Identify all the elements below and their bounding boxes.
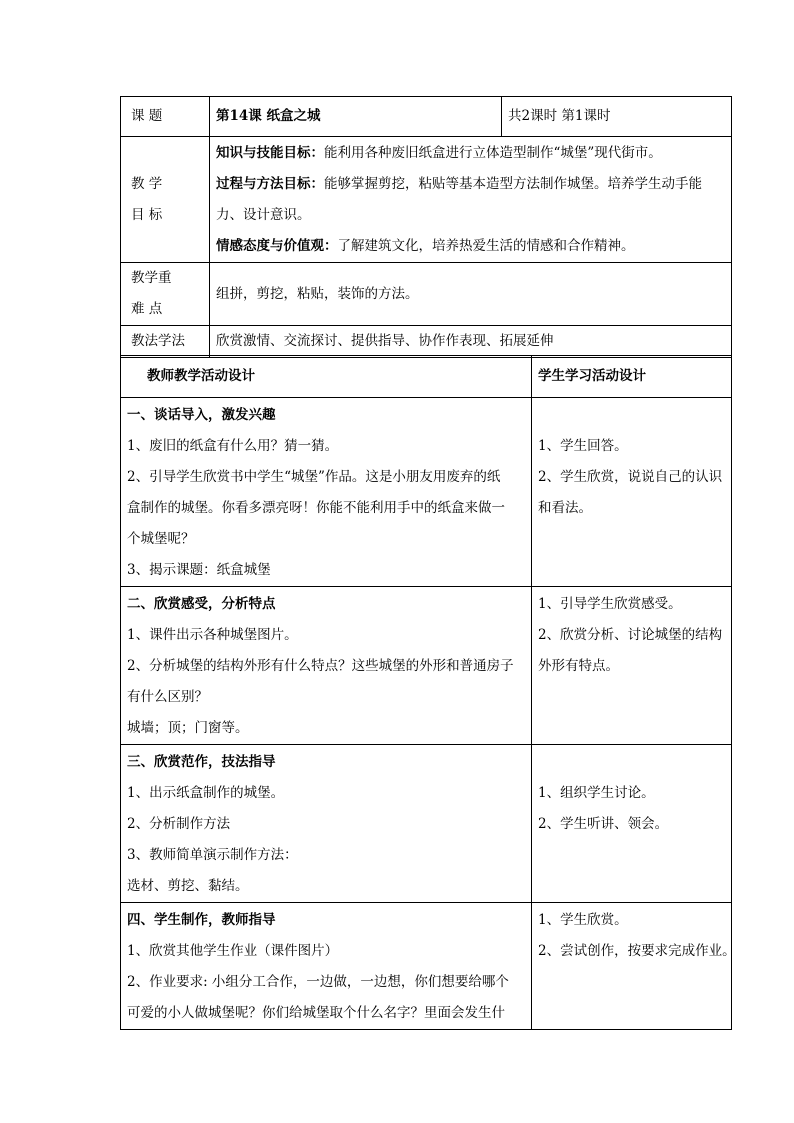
key-points-text: 组拼，剪挖，粘贴，装饰的方法。 xyxy=(210,263,732,326)
key-points-label-line1: 教学重 xyxy=(131,270,172,286)
methods-row xyxy=(121,326,732,358)
teacher-section-1 xyxy=(121,398,532,587)
teacher-line: 选材、剪挖、黏结。 xyxy=(127,878,249,894)
teacher-section-2 xyxy=(121,587,532,745)
teacher-header: 教师教学活动设计 xyxy=(121,356,532,398)
student-spacer xyxy=(538,747,725,778)
teacher-line: 2、引导学生欣赏书中学生“城堡”作品。这是小朋友用废弃的纸 xyxy=(127,469,501,485)
teacher-line: 盒制作的城堡。你看多漂亮呀！你能不能利用手中的纸盒来做一 xyxy=(127,500,505,516)
lesson-info-table xyxy=(120,96,732,358)
student-line: 1、引导学生欣赏感受。 xyxy=(538,596,682,612)
student-line: 和看法。 xyxy=(538,500,592,516)
teacher-line: 3、教师简单演示制作方法： xyxy=(127,847,298,863)
student-line: 2、尝试创作，按要求完成作业。 xyxy=(538,943,736,959)
teacher-line: 2、分析制作方法 xyxy=(127,816,231,832)
key-points-label xyxy=(121,263,210,326)
section-title: 三、欣赏范作，技法指导 xyxy=(127,754,276,770)
student-section-1 xyxy=(532,398,732,587)
student-line: 2、学生听讲、领会。 xyxy=(538,816,669,832)
objectives-label-line2: 目 标 xyxy=(131,206,163,223)
section-title: 二、欣赏感受，分析特点 xyxy=(127,596,276,612)
teacher-line: 城墙；顶；门窗等。 xyxy=(127,720,249,736)
student-line: 外形有特点。 xyxy=(538,658,619,674)
student-section-2 xyxy=(532,587,732,745)
objective-emotion: 情感态度与价值观：了解建筑文化，培养热爱生活的情感和合作精神。 xyxy=(216,237,635,254)
objective-knowledge: 知识与技能目标：能利用各种废旧纸盒进行立体造型制作“城堡”现代街市。 xyxy=(216,144,662,161)
student-header: 学生学习活动设计 xyxy=(532,356,732,398)
student-section-3 xyxy=(532,745,732,903)
section-row-2 xyxy=(121,587,732,745)
teacher-line: 有什么区别？ xyxy=(127,689,208,705)
teacher-line: 个城堡呢？ xyxy=(127,531,195,547)
teacher-line: 1、课件出示各种城堡图片。 xyxy=(127,627,298,643)
section-title: 一、谈话导入，激发兴趣 xyxy=(127,407,276,423)
student-spacer xyxy=(538,400,725,431)
teacher-line: 1、出示纸盒制作的城堡。 xyxy=(127,785,285,801)
teacher-line: 2、作业要求: 小组分工合作，一边做，一边想，你们想要给哪个 xyxy=(127,974,509,990)
objectives-content xyxy=(210,137,732,263)
teacher-line: 3、揭示课题：纸盒城堡 xyxy=(127,562,271,578)
teacher-line: 可爱的小人做城堡呢？你们给城堡取个什么名字？里面会发生什 xyxy=(127,1005,505,1021)
section-row-3 xyxy=(121,745,732,903)
objective-process-continuation: 力、设计意识。 xyxy=(216,206,311,223)
key-points-row xyxy=(121,263,732,326)
methods-label: 教法学法 xyxy=(121,326,210,358)
key-points-label-line2: 难 点 xyxy=(131,301,163,317)
student-line: 2、欣赏分析、讨论城堡的结构 xyxy=(538,627,723,643)
teacher-section-4 xyxy=(121,903,532,1030)
objectives-row xyxy=(121,137,732,263)
design-header-row xyxy=(121,356,732,398)
section-title: 四、学生制作，教师指导 xyxy=(127,912,276,928)
teacher-section-3 xyxy=(121,745,532,903)
student-line: 1、学生回答。 xyxy=(538,438,628,454)
section-row-4 xyxy=(121,903,732,1030)
student-line: 2、学生欣赏，说说自己的认识 xyxy=(538,469,723,485)
teacher-line: 2、分析城堡的结构外形有什么特点？这些城堡的外形和普通房子 xyxy=(127,658,514,674)
course-row xyxy=(121,97,732,137)
methods-text: 欣赏激情、交流探讨、提供指导、协作作表现、拓展延伸 xyxy=(210,326,732,358)
section-row-1 xyxy=(121,398,732,587)
objective-process: 过程与方法目标：能够掌握剪挖，粘贴等基本造型方法制作城堡。培养学生动手能 xyxy=(216,175,702,192)
course-title: 第14课 纸盒之城 xyxy=(210,97,502,137)
course-periods: 共2课时 第1课时 xyxy=(502,97,732,137)
teacher-line: 1、欣赏其他学生作业（课件图片） xyxy=(127,943,339,959)
teacher-line: 1、废旧的纸盒有什么用？猜一猜。 xyxy=(127,438,339,454)
activity-design-table xyxy=(120,355,736,1030)
objectives-label-line1: 教 学 xyxy=(131,175,163,192)
course-label: 课 题 xyxy=(121,97,210,137)
student-section-4 xyxy=(532,903,736,1030)
student-line: 1、组织学生讨论。 xyxy=(538,785,655,801)
objectives-label xyxy=(121,137,210,263)
student-line: 1、学生欣赏。 xyxy=(538,912,628,928)
